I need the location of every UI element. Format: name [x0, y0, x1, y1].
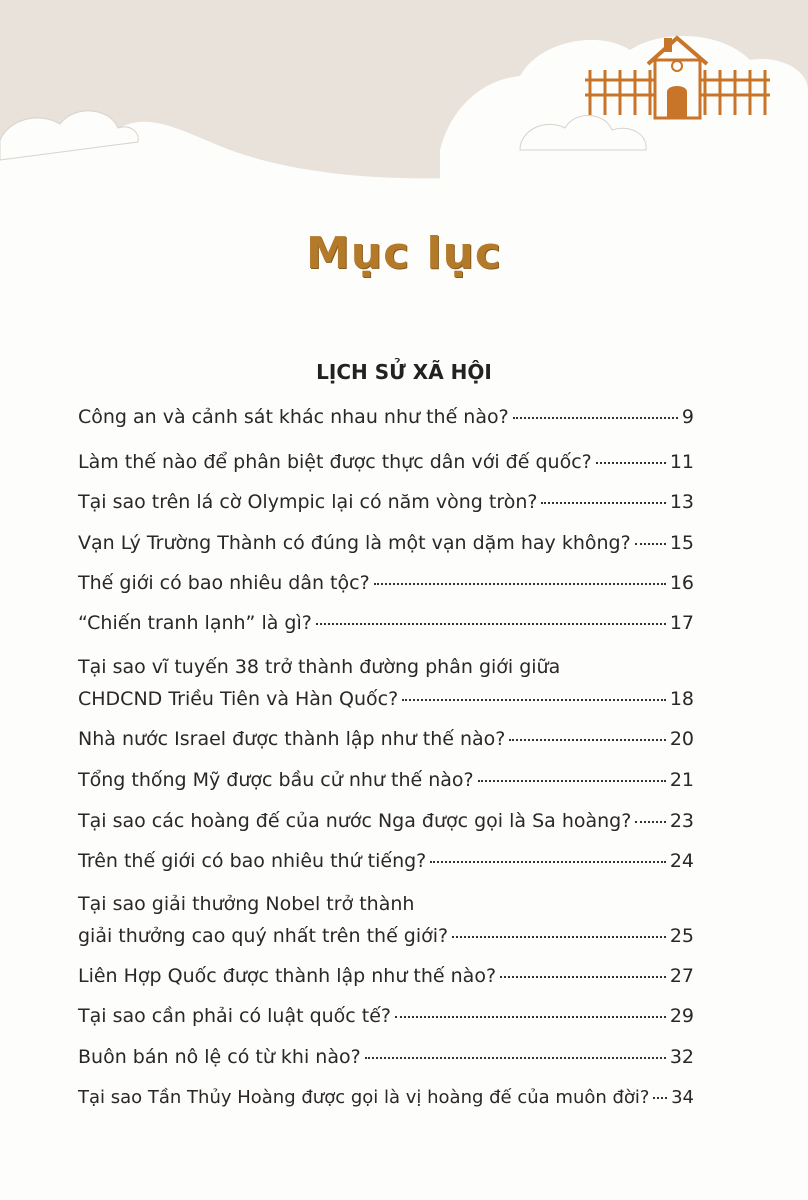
- toc-entry[interactable]: [78, 891, 694, 949]
- toc-entry[interactable]: [78, 963, 694, 989]
- toc-entry[interactable]: [78, 654, 694, 712]
- toc-entry[interactable]: [78, 726, 694, 752]
- toc-entry-page: 16: [669, 572, 694, 594]
- dot-leader: [430, 861, 666, 863]
- toc-entry-page: 13: [669, 491, 694, 513]
- dot-leader: [395, 1016, 666, 1018]
- toc-entry-page: 21: [669, 769, 694, 791]
- toc-entry-page: 17: [669, 612, 694, 634]
- toc-entry-title: Tại sao các hoàng đế của nước Nga được gọi là Sa hoàng?: [78, 810, 632, 832]
- dot-leader: [500, 976, 666, 978]
- toc-entry-title: Liên Hợp Quốc được thành lập như thế nào?: [78, 965, 497, 987]
- dot-leader: [478, 780, 666, 782]
- dot-leader: [365, 1057, 666, 1059]
- toc-entry-page: 11: [669, 451, 694, 473]
- dot-leader: [635, 821, 665, 823]
- toc-entry-page: 24: [669, 850, 694, 872]
- toc-entry-page: 29: [669, 1005, 694, 1027]
- toc-entry[interactable]: [78, 808, 694, 834]
- toc-entry[interactable]: [78, 1085, 694, 1111]
- section-heading: LỊCH SỬ XÃ HỘI: [316, 360, 492, 384]
- toc-entry[interactable]: [78, 1044, 694, 1070]
- dot-leader: [541, 502, 665, 504]
- toc-entry[interactable]: [78, 449, 694, 475]
- toc-entry-title: giải thưởng cao quý nhất trên thế giới?: [78, 925, 449, 947]
- toc-entry-title: Tại sao Tần Thủy Hoàng được gọi là vị hoàng đế của muôn đời?: [78, 1087, 650, 1108]
- toc-entry-page: 15: [669, 532, 694, 554]
- toc-entry[interactable]: [78, 1003, 694, 1029]
- dot-leader: [509, 739, 665, 741]
- toc-entry-title: Nhà nước Israel được thành lập như thế nào?: [78, 728, 506, 750]
- toc-entry-title: Trên thế giới có bao nhiêu thứ tiếng?: [78, 850, 427, 872]
- dot-leader: [452, 936, 666, 938]
- dot-leader: [374, 583, 666, 585]
- header-illustration: [0, 0, 808, 200]
- dot-leader: [653, 1097, 667, 1099]
- toc-entry-title-line1: Tại sao vĩ tuyến 38 trở thành đường phân giới giữa: [78, 656, 561, 678]
- toc-entry[interactable]: [78, 404, 694, 430]
- toc-entry-page: 27: [669, 965, 694, 987]
- toc-entry-title: Làm thế nào để phân biệt được thực dân với đế quốc?: [78, 451, 592, 473]
- toc-entry[interactable]: [78, 767, 694, 793]
- page-title: Mục lục: [306, 228, 502, 279]
- toc-entry-page: 25: [669, 925, 694, 947]
- toc-entry-title: Tại sao cần phải có luật quốc tế?: [78, 1005, 392, 1027]
- dot-leader: [316, 623, 666, 625]
- toc-entry-page: 20: [669, 728, 694, 750]
- toc-entry-title: Tại sao trên lá cờ Olympic lại có năm vòng tròn?: [78, 491, 538, 513]
- toc-entry[interactable]: [78, 610, 694, 636]
- toc-entry-page: 9: [681, 406, 694, 428]
- dot-leader: [596, 462, 666, 464]
- toc-entry-page: 32: [669, 1046, 694, 1068]
- toc-entry-page: 18: [669, 688, 694, 710]
- dot-leader: [402, 699, 666, 701]
- toc-entry[interactable]: [78, 848, 694, 874]
- toc-entry-title: CHDCND Triều Tiên và Hàn Quốc?: [78, 688, 399, 710]
- dot-leader: [635, 543, 666, 545]
- toc-entry[interactable]: [78, 489, 694, 515]
- toc-entry[interactable]: [78, 530, 694, 556]
- toc-entry-title: Công an và cảnh sát khác nhau như thế nào?: [78, 406, 509, 428]
- toc-entry-title-line1: Tại sao giải thưởng Nobel trở thành: [78, 893, 415, 915]
- toc-entry-page: 23: [669, 810, 694, 832]
- toc-entry[interactable]: [78, 570, 694, 596]
- dot-leader: [513, 417, 678, 419]
- toc-entry-title: Buôn bán nô lệ có từ khi nào?: [78, 1046, 361, 1068]
- toc-entry-title: Tổng thống Mỹ được bầu cử như thế nào?: [78, 769, 474, 791]
- toc-entry-title: Vạn Lý Trường Thành có đúng là một vạn dặm hay không?: [78, 532, 631, 554]
- toc-entry-page: 34: [671, 1087, 694, 1108]
- toc-entry-title: “Chiến tranh lạnh” là gì?: [78, 612, 312, 634]
- toc-entry-title: Thế giới có bao nhiêu dân tộc?: [78, 572, 370, 594]
